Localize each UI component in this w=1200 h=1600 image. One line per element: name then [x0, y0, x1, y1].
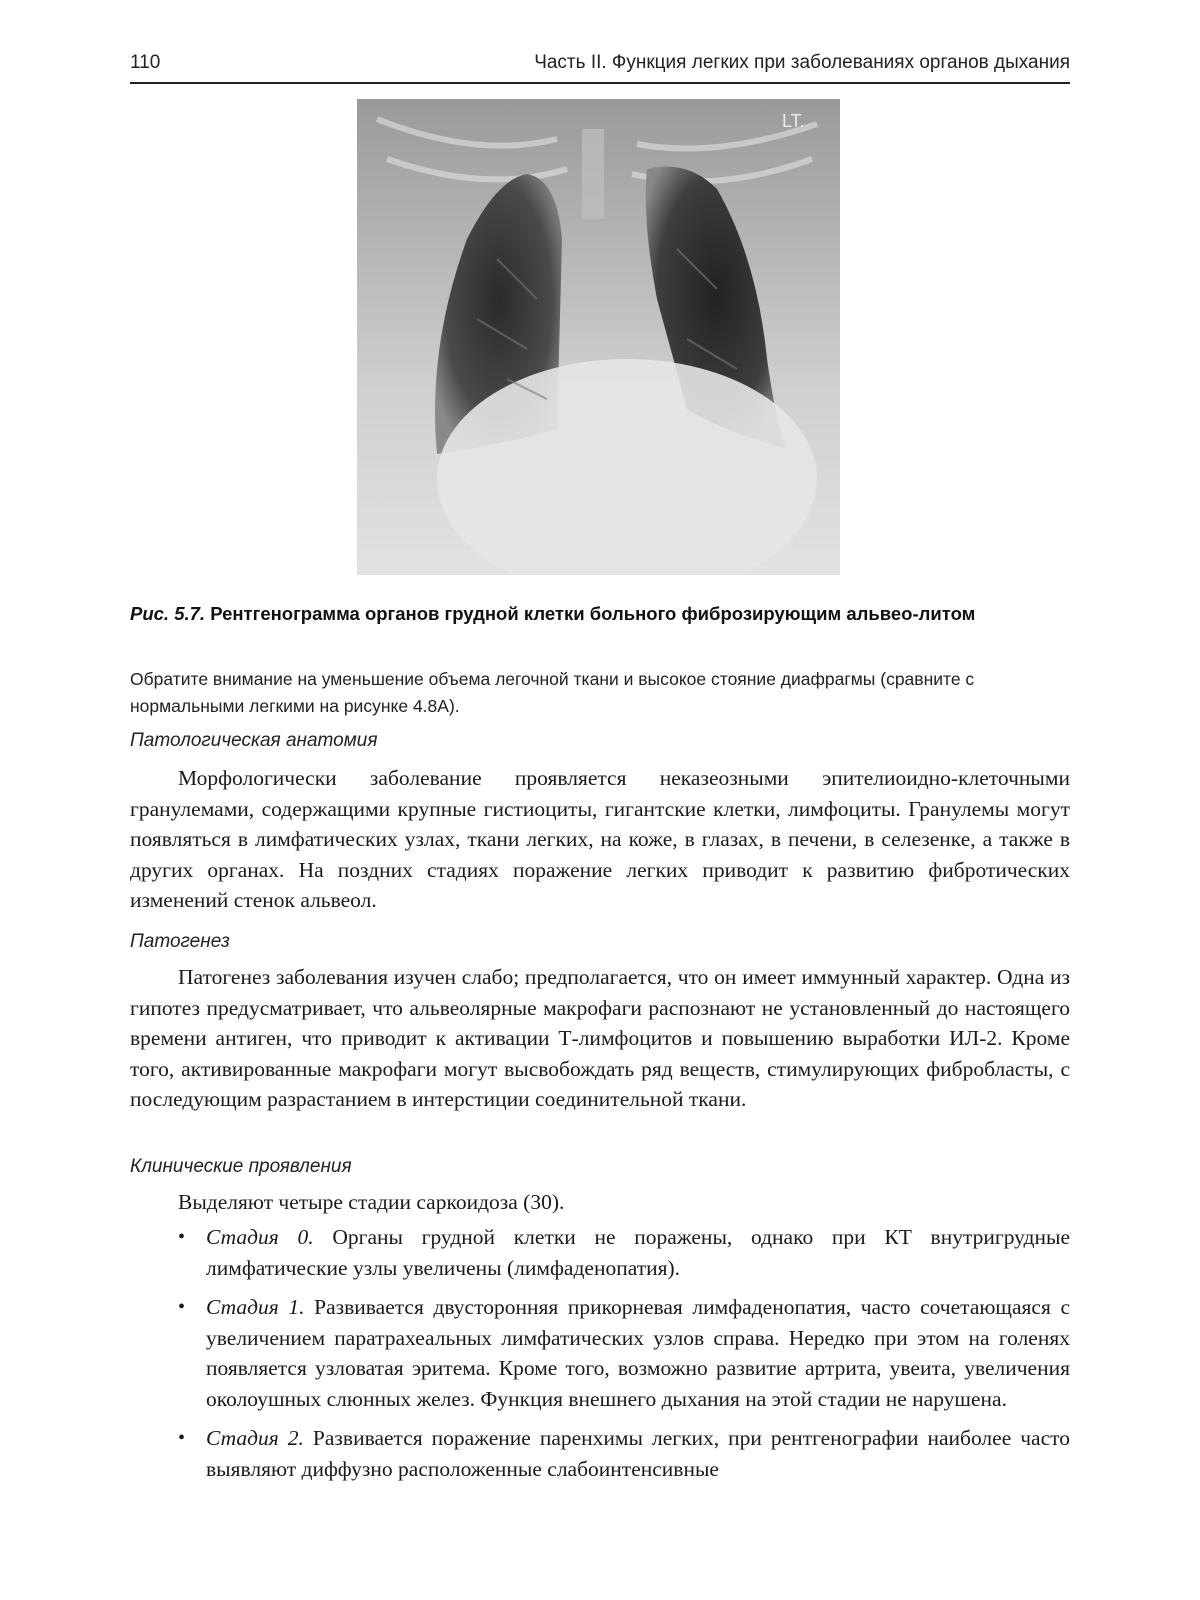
heading-pathology: Патологическая анатомия [130, 730, 378, 751]
xray-side-marker: LT. [782, 111, 805, 131]
stage-label: Стадия 1. [206, 1295, 305, 1319]
stage-label: Стадия 2. [206, 1426, 304, 1450]
stage-text: Развивается поражение паренхимы легких, при рентгенографии наиболее часто выявляют диффузно расположенные слабоинтенсивные [206, 1426, 1070, 1481]
stage-list [178, 1222, 1070, 1493]
heading-pathogenesis: Патогенез [130, 931, 230, 952]
chest-xray-drawing [357, 99, 840, 575]
figure-note: Обратите внимание на уменьшение объема легочной ткани и высокое стояние диафрагмы (сравните с нормальными легкими на рисунке 4.8А). [130, 669, 975, 716]
bullet-icon: • [178, 1296, 186, 1318]
paragraph-pathogenesis: Патогенез заболевания изучен слабо; предполагается, что он имеет иммунный характер. Одна из гипотез предусматривает, что альвеолярные макрофаги распознают не установленный до настоящего времени антиген, что приводит к активации Т-лимфоцитов и повышению выработки ИЛ-2. Кроме того, активированные макрофаги могут высвобождать ряд веществ, стимулирующих фибробласты, с последующим разрастанием в интерстиции соединительной ткани. [130, 965, 1070, 1111]
page-number: 110 [130, 52, 161, 73]
stage-label: Стадия 0. [206, 1225, 314, 1249]
paragraph-clinical-intro: Выделяют четыре стадии саркоидоза (30). [178, 1190, 565, 1214]
figure-caption-label: Рис. 5.7. [130, 603, 206, 624]
figure-caption-text: Рентгенограмма органов грудной клетки больного фиброзирующим альвео-литом [205, 603, 976, 624]
list-item [178, 1222, 1070, 1283]
running-title: Часть II. Функция легких при заболеваниях органов дыхания [534, 52, 1070, 73]
stage-text: Органы грудной клетки не поражены, однако при КТ внутригрудные лимфатические узлы увеличены (лимфаденопатия). [206, 1225, 1070, 1280]
heading-clinical: Клинические проявления [130, 1156, 352, 1177]
list-item [178, 1423, 1070, 1484]
list-item [178, 1292, 1070, 1414]
bullet-icon: • [178, 1427, 186, 1449]
paragraph-pathology: Морфологически заболевание проявляется неказеозными эпителиоидно-клеточными гранулемами, содержащими крупные гистиоциты, гигантские клетки, лимфоциты. Гранулемы могут появляться в лимфатических узлах, ткани легких, на коже, в глазах, в печени, в селезенке, а также в других органах. На поздних стадиях поражение легких приводит к развитию фибротических изменений стенок альвеол. [130, 766, 1070, 912]
running-header [130, 48, 1070, 84]
bullet-icon: • [178, 1226, 186, 1248]
stage-text: Развивается двусторонняя прикорневая лимфаденопатия, часто сочетающаяся с увеличением паратрахеальных лимфатических узлов справа. Нередко при этом на голенях появляется узловатая эритема. Кроме того, возможно развитие артрита, увеита, увеличения околоушных слюнных желез. Функция внешнего дыхания на этой стадии не нарушена. [206, 1295, 1070, 1411]
figure-caption [130, 600, 1070, 627]
chest-xray-image [357, 99, 840, 575]
